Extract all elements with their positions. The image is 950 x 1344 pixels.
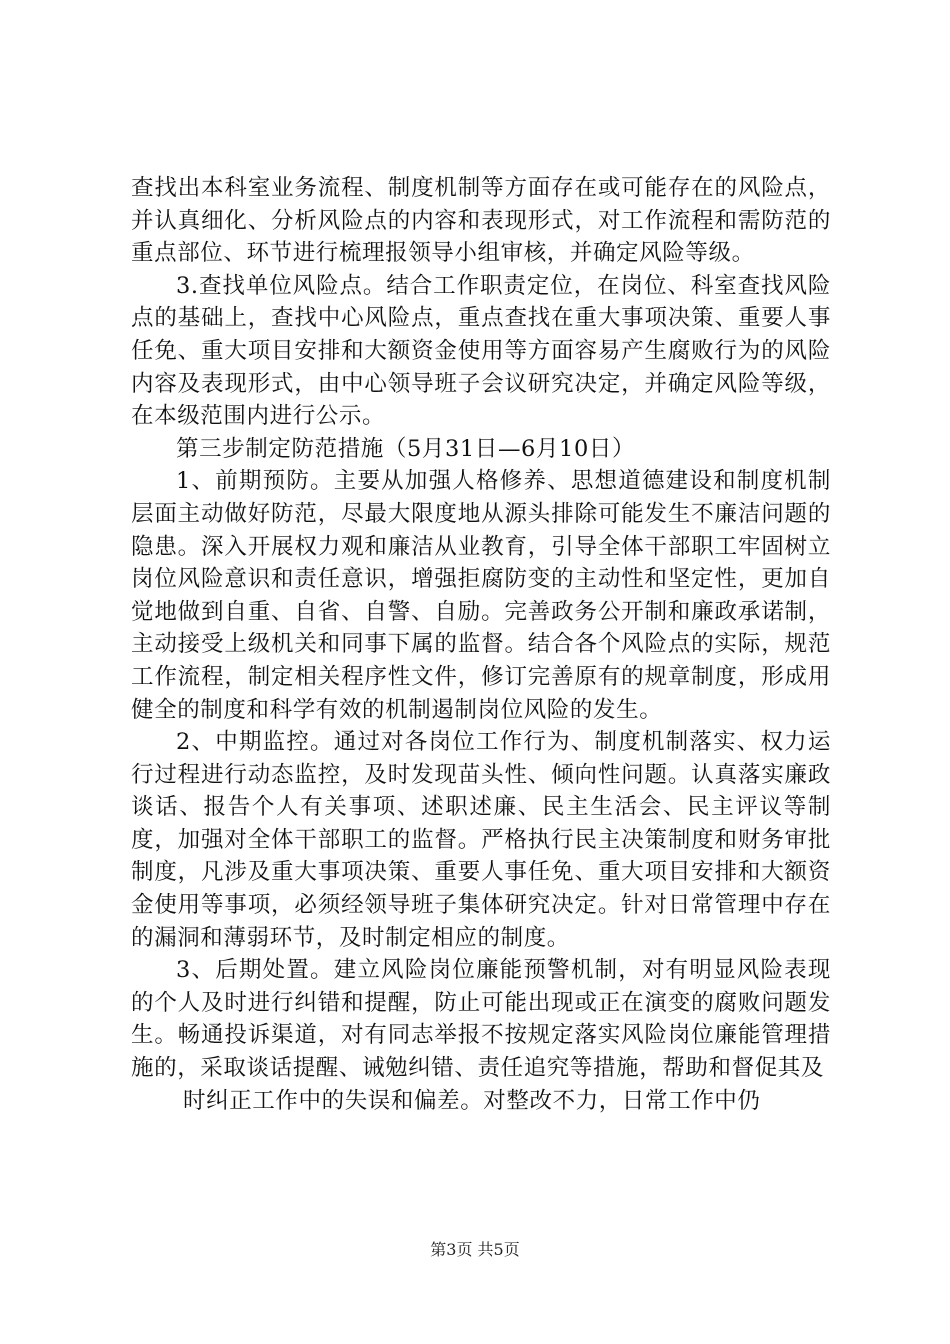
paragraph-4: 2、中期监控。通过对各岗位工作行为、制度机制落实、权力运行过程进行动态监控，及时发现苗头性、倾向性问题。认真落实廉政谈话、报告个人有关事项、述职述廉、民主生活会、民主评议等制度，加强对全体干部职工的监督。严格执行民主决策制度和财务审批制度，凡涉及重大事项决策、重要人事任免、重大项目安排和大额资金使用等事项，必须经领导班子集体研究决定。针对日常管理中存在的漏洞和薄弱环节，及时制定相应的制度。 (131, 729, 831, 951)
document-body (131, 172, 831, 1117)
paragraph-3: 1、前期预防。主要从加强人格修养、思想道德建设和制度机制层面主动做好防范，尽最大限度地从源头排除可能发生不廉洁问题的隐患。深入开展权力观和廉洁从业教育，引导全体干部职工牢固树立岗位风险意识和责任意识，增强拒腐防变的主动性和坚定性，更加自觉地做到自重、自省、自警、自励。完善政务公开制和廉政承诺制，主动接受上级机关和同事下属的监督。结合各个风险点的实际，规范工作流程，制定相关程序性文件，修订完善原有的规章制度，形成用健全的制度和科学有效的机制遏制岗位风险的发生。 (131, 468, 831, 723)
paragraph-6: 时纠正工作中的失误和偏差。对整改不力，日常工作中仍 (183, 1087, 761, 1114)
paragraph-1: 查找出本科室业务流程、制度机制等方面存在或可能存在的风险点，并认真细化、分析风险点的内容和表现形式，对工作流程和需防范的重点部位、环节进行梳理报领导小组审核，并确定风险等级。 (131, 175, 831, 267)
section-heading: 第三步制定防范措施（5月31日—6月10日） (176, 435, 636, 462)
paragraph-5: 3、后期处置。建立风险岗位廉能预警机制，对有明显风险表现的个人及时进行纠错和提醒，防止可能出现或正在演变的腐败问题发生。畅通投诉渠道，对有同志举报不按规定落实风险岗位廉能管理措施的，采取谈话提醒、诫勉纠错、责任追究等措施，帮助和督促其及 (131, 957, 831, 1082)
paragraph-2: 3.查找单位风险点。结合工作职责定位，在岗位、科室查找风险点的基础上，查找中心风险点，重点查找在重大事项决策、重要人事任免、重大项目安排和大额资金使用等方面容易产生腐败行为的风险内容及表现形式，由中心领导班子会议研究决定，并确定风险等级，在本级范围内进行公示。 (131, 272, 831, 430)
page-number: 第3页 共5页 (430, 1240, 520, 1259)
